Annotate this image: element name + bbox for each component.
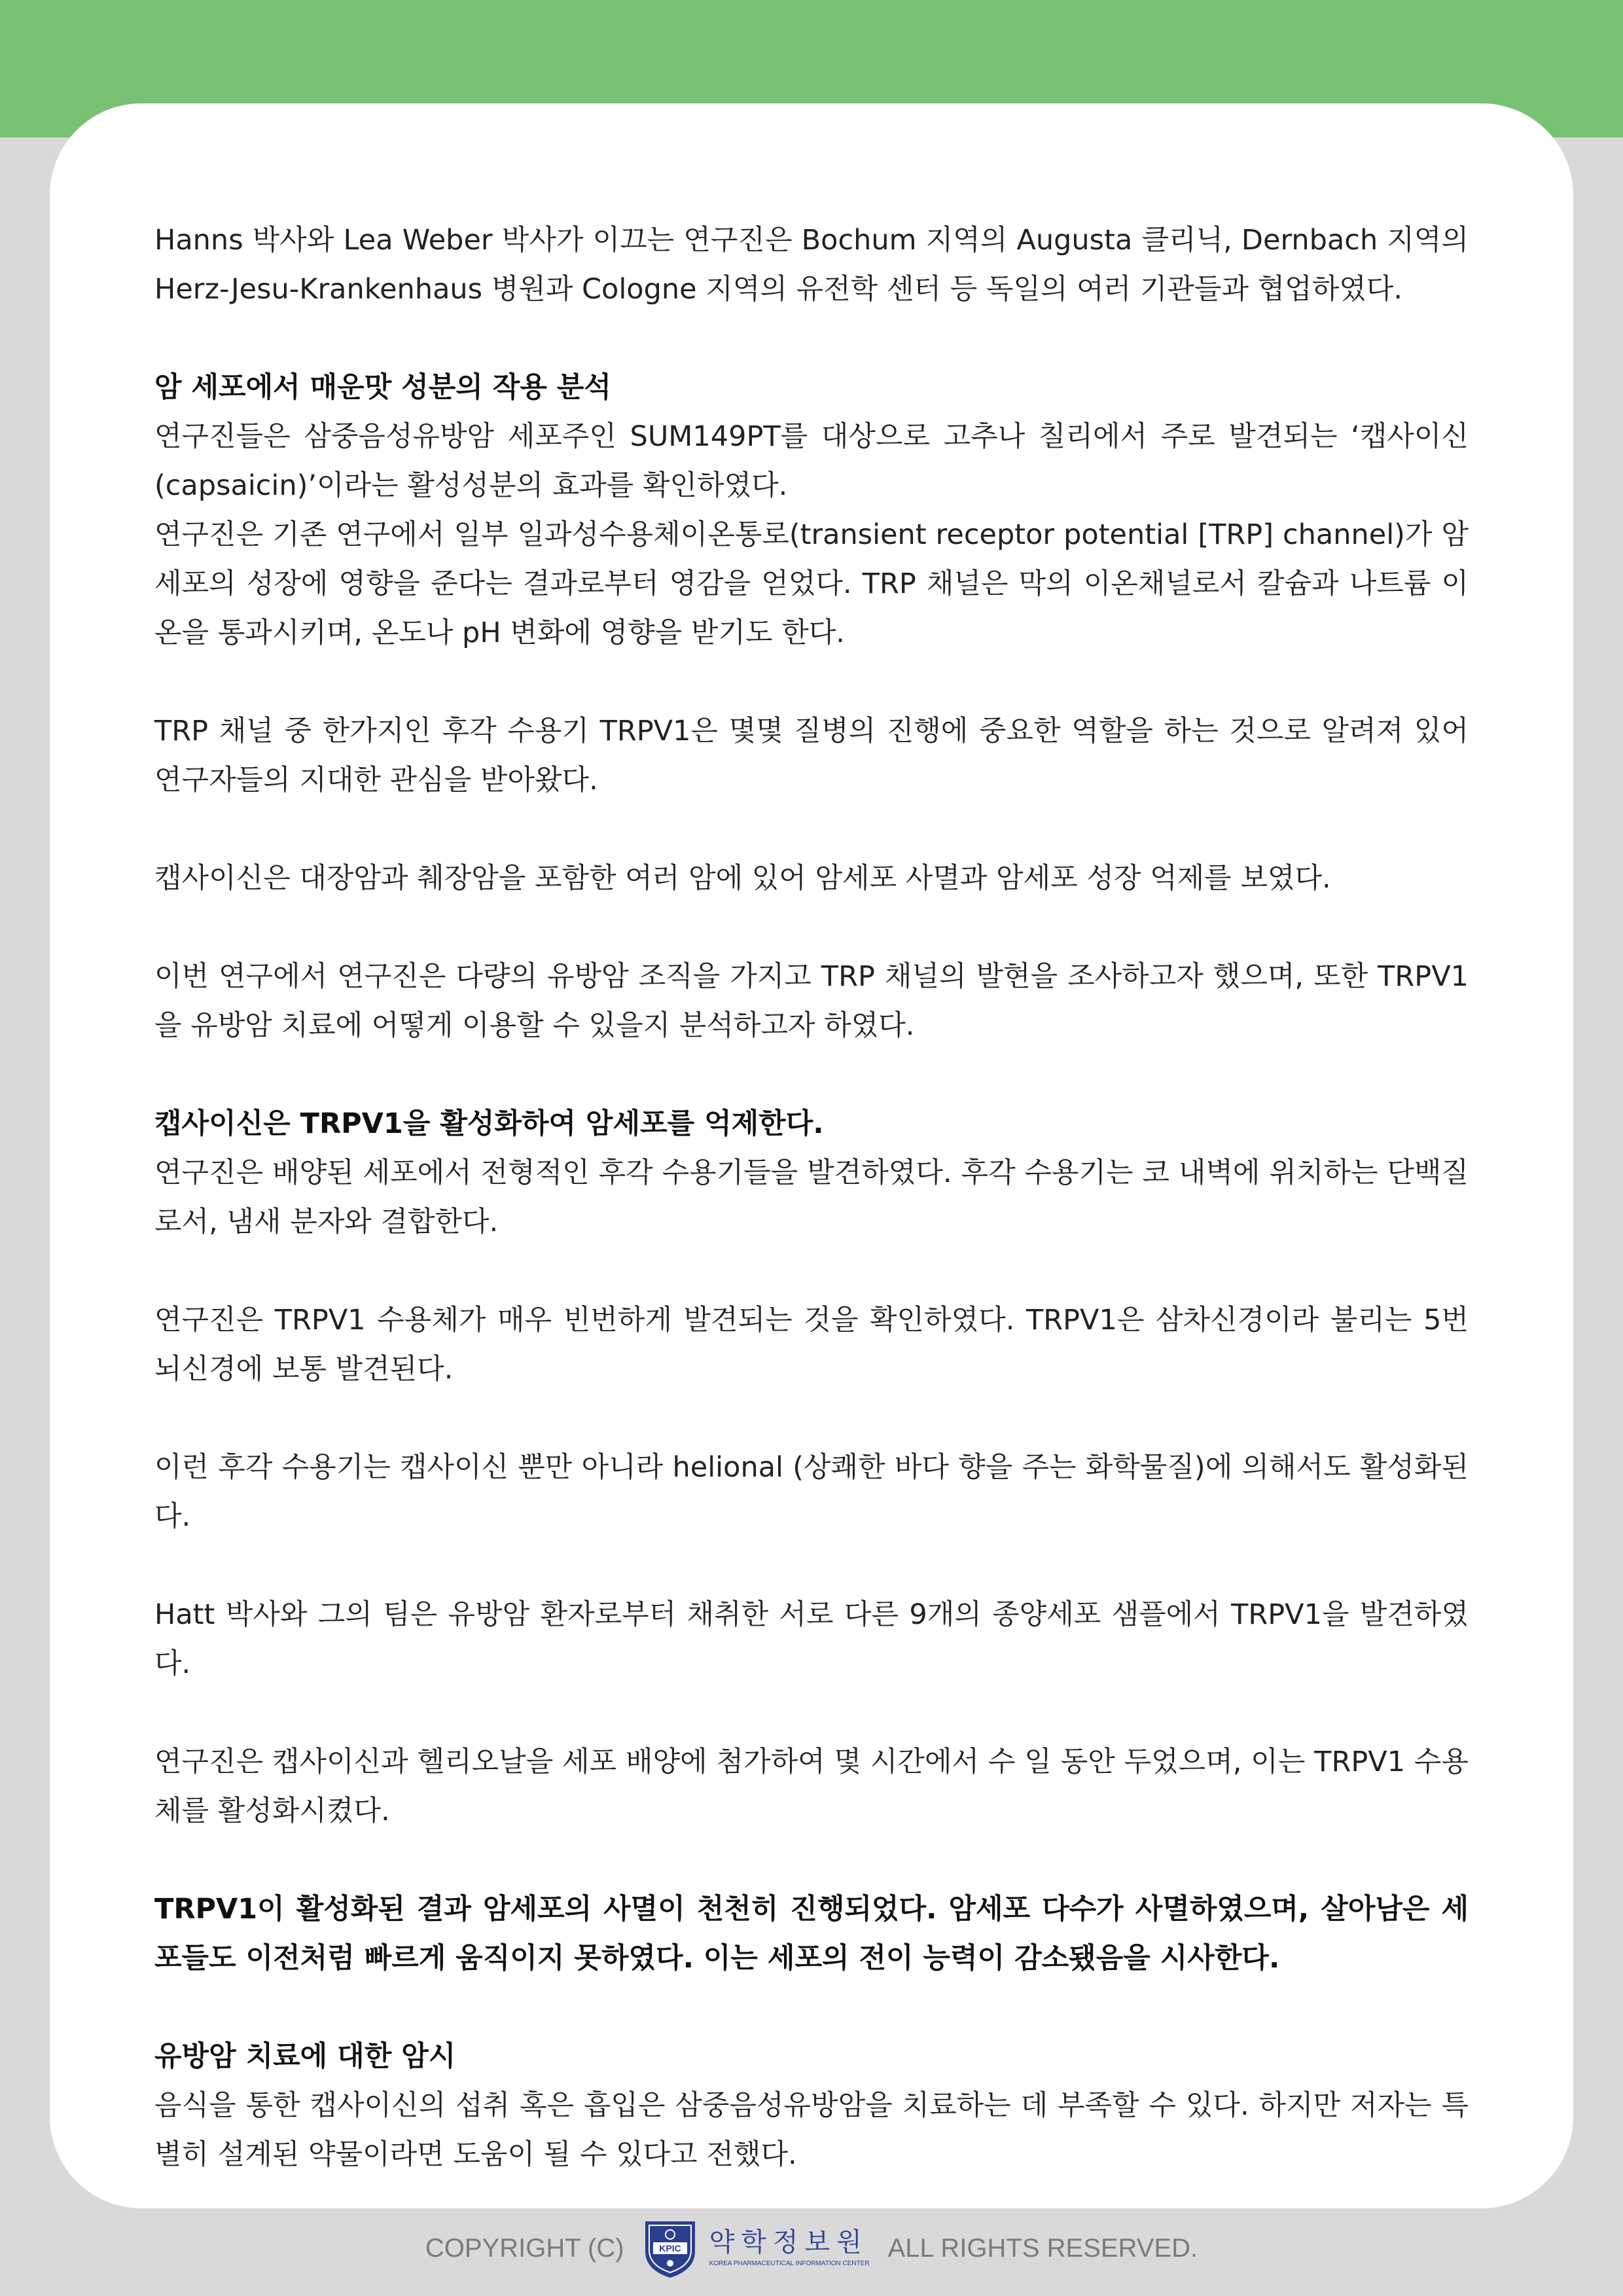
logo-badge-text: KPIC: [658, 2243, 681, 2253]
paragraph: 연구진은 캡사이신과 헬리오날을 세포 배양에 첨가하여 몇 시간에서 수 일 동안 두었으며, 이는 TRPV1 수용체를 활성화시켰다.: [154, 1746, 1469, 1827]
intro-paragraph: Hanns 박사와 Lea Weber 박사가 이끄는 연구진은 Bochum 지역의 Augusta 클리닉, Dernbach 지역의 Herz-Jesu-Krankenhaus 병원과 Cologne 지역의 유전학 센터 등 독일의 여러 기관들과 협업하였다.: [154, 224, 1469, 306]
rights-text: ALL RIGHTS RESERVED.: [887, 2233, 1198, 2263]
paragraph: 음식을 통한 캡사이신의 섭취 혹은 흡입은 삼중음성유방암을 치료하는 데 부족할 수 있다. 하지만 저자는 특별히 설계된 약물이라면 도움이 될 수 있다고 전했다.: [154, 2089, 1469, 2171]
section-spicy-analysis: [154, 363, 1469, 658]
logo-text: [709, 2229, 870, 2267]
section-treatment-implication: [154, 2032, 1469, 2179]
section-trpv1-activation: [154, 1100, 1469, 1247]
kpic-logo: [643, 2217, 870, 2279]
footer: [0, 2212, 1623, 2284]
paragraph: 이번 연구에서 연구진은 다량의 유방암 조직을 가지고 TRP 채널의 발현을 조사하고자 했으며, 또한 TRPV1을 유방암 치료에 어떻게 이용할 수 있을지 분석하고자 하였다.: [154, 960, 1469, 1042]
bold-paragraph: TRPV1이 활성화된 결과 암세포의 사멸이 천천히 진행되었다. 암세포 다수가 사멸하였으며, 살아남은 세포들도 이전처럼 빠르게 움직이지 못하였다. 이는 세포의 전이 능력이 감소됐음을 시사한다.: [154, 1893, 1469, 1975]
logo-english-name: KOREA PHARMACEUTICAL INFORMATION CENTER: [709, 2260, 870, 2267]
article-body: [154, 216, 1469, 2229]
kpic-emblem-icon: [643, 2217, 698, 2279]
section-heading: 유방암 치료에 대한 암시: [154, 2040, 456, 2073]
logo-korean-name: 약학정보원: [709, 2227, 868, 2257]
paragraph: 이런 후각 수용기는 캡사이신 뿐만 아니라 helional (상쾌한 바다 향을 주는 화학물질)에 의해서도 활성화된다.: [154, 1451, 1469, 1533]
paragraph: Hatt 박사와 그의 팀은 유방암 환자로부터 채취한 서로 다른 9개의 종양세포 샘플에서 TRPV1을 발견하였다.: [154, 1598, 1469, 1680]
section-heading: 캡사이신은 TRPV1을 활성화하여 암세포를 억제한다.: [154, 1107, 824, 1140]
paragraph: 연구진은 TRPV1 수용체가 매우 빈번하게 발견되는 것을 확인하였다. TRPV1은 삼차신경이라 불리는 5번 뇌신경에 보통 발견된다.: [154, 1304, 1469, 1386]
section-heading: 암 세포에서 매운맛 성분의 작용 분석: [154, 371, 611, 404]
paragraph: TRP 채널 중 한가지인 후각 수용기 TRPV1은 몇몇 질병의 진행에 중요한 역할을 하는 것으로 알려져 있어 연구자들의 지대한 관심을 받아왔다.: [154, 715, 1469, 797]
copyright-text: COPYRIGHT (C): [425, 2233, 624, 2263]
paragraph: 연구진들은 삼중음성유방암 세포주인 SUM149PT를 대상으로 고추나 칠리에서 주로 발견되는 ‘캡사이신(capsaicin)’이라는 활성성분의 효과를 확인하였다.: [154, 420, 1469, 502]
paragraph: 연구진은 기존 연구에서 일부 일과성수용체이온통로(transient receptor potential [TRP] channel)가 암세포의 성장에 영향을 준다는 결과로부터 영감을 얻었다. TRP 채널은 막의 이온채널로서 칼슘과 나트륨 이온을 통과시키며, 온도나 pH 변화에 영향을 받기도 한다.: [154, 518, 1469, 649]
paragraph: 캡사이신은 대장암과 췌장암을 포함한 여러 암에 있어 암세포 사멸과 암세포 성장 억제를 보였다.: [154, 862, 1331, 895]
paragraph: 연구진은 배양된 세포에서 전형적인 후각 수용기들을 발견하였다. 후각 수용기는 코 내벽에 위치하는 단백질로서, 냄새 분자와 결합한다.: [154, 1157, 1469, 1238]
